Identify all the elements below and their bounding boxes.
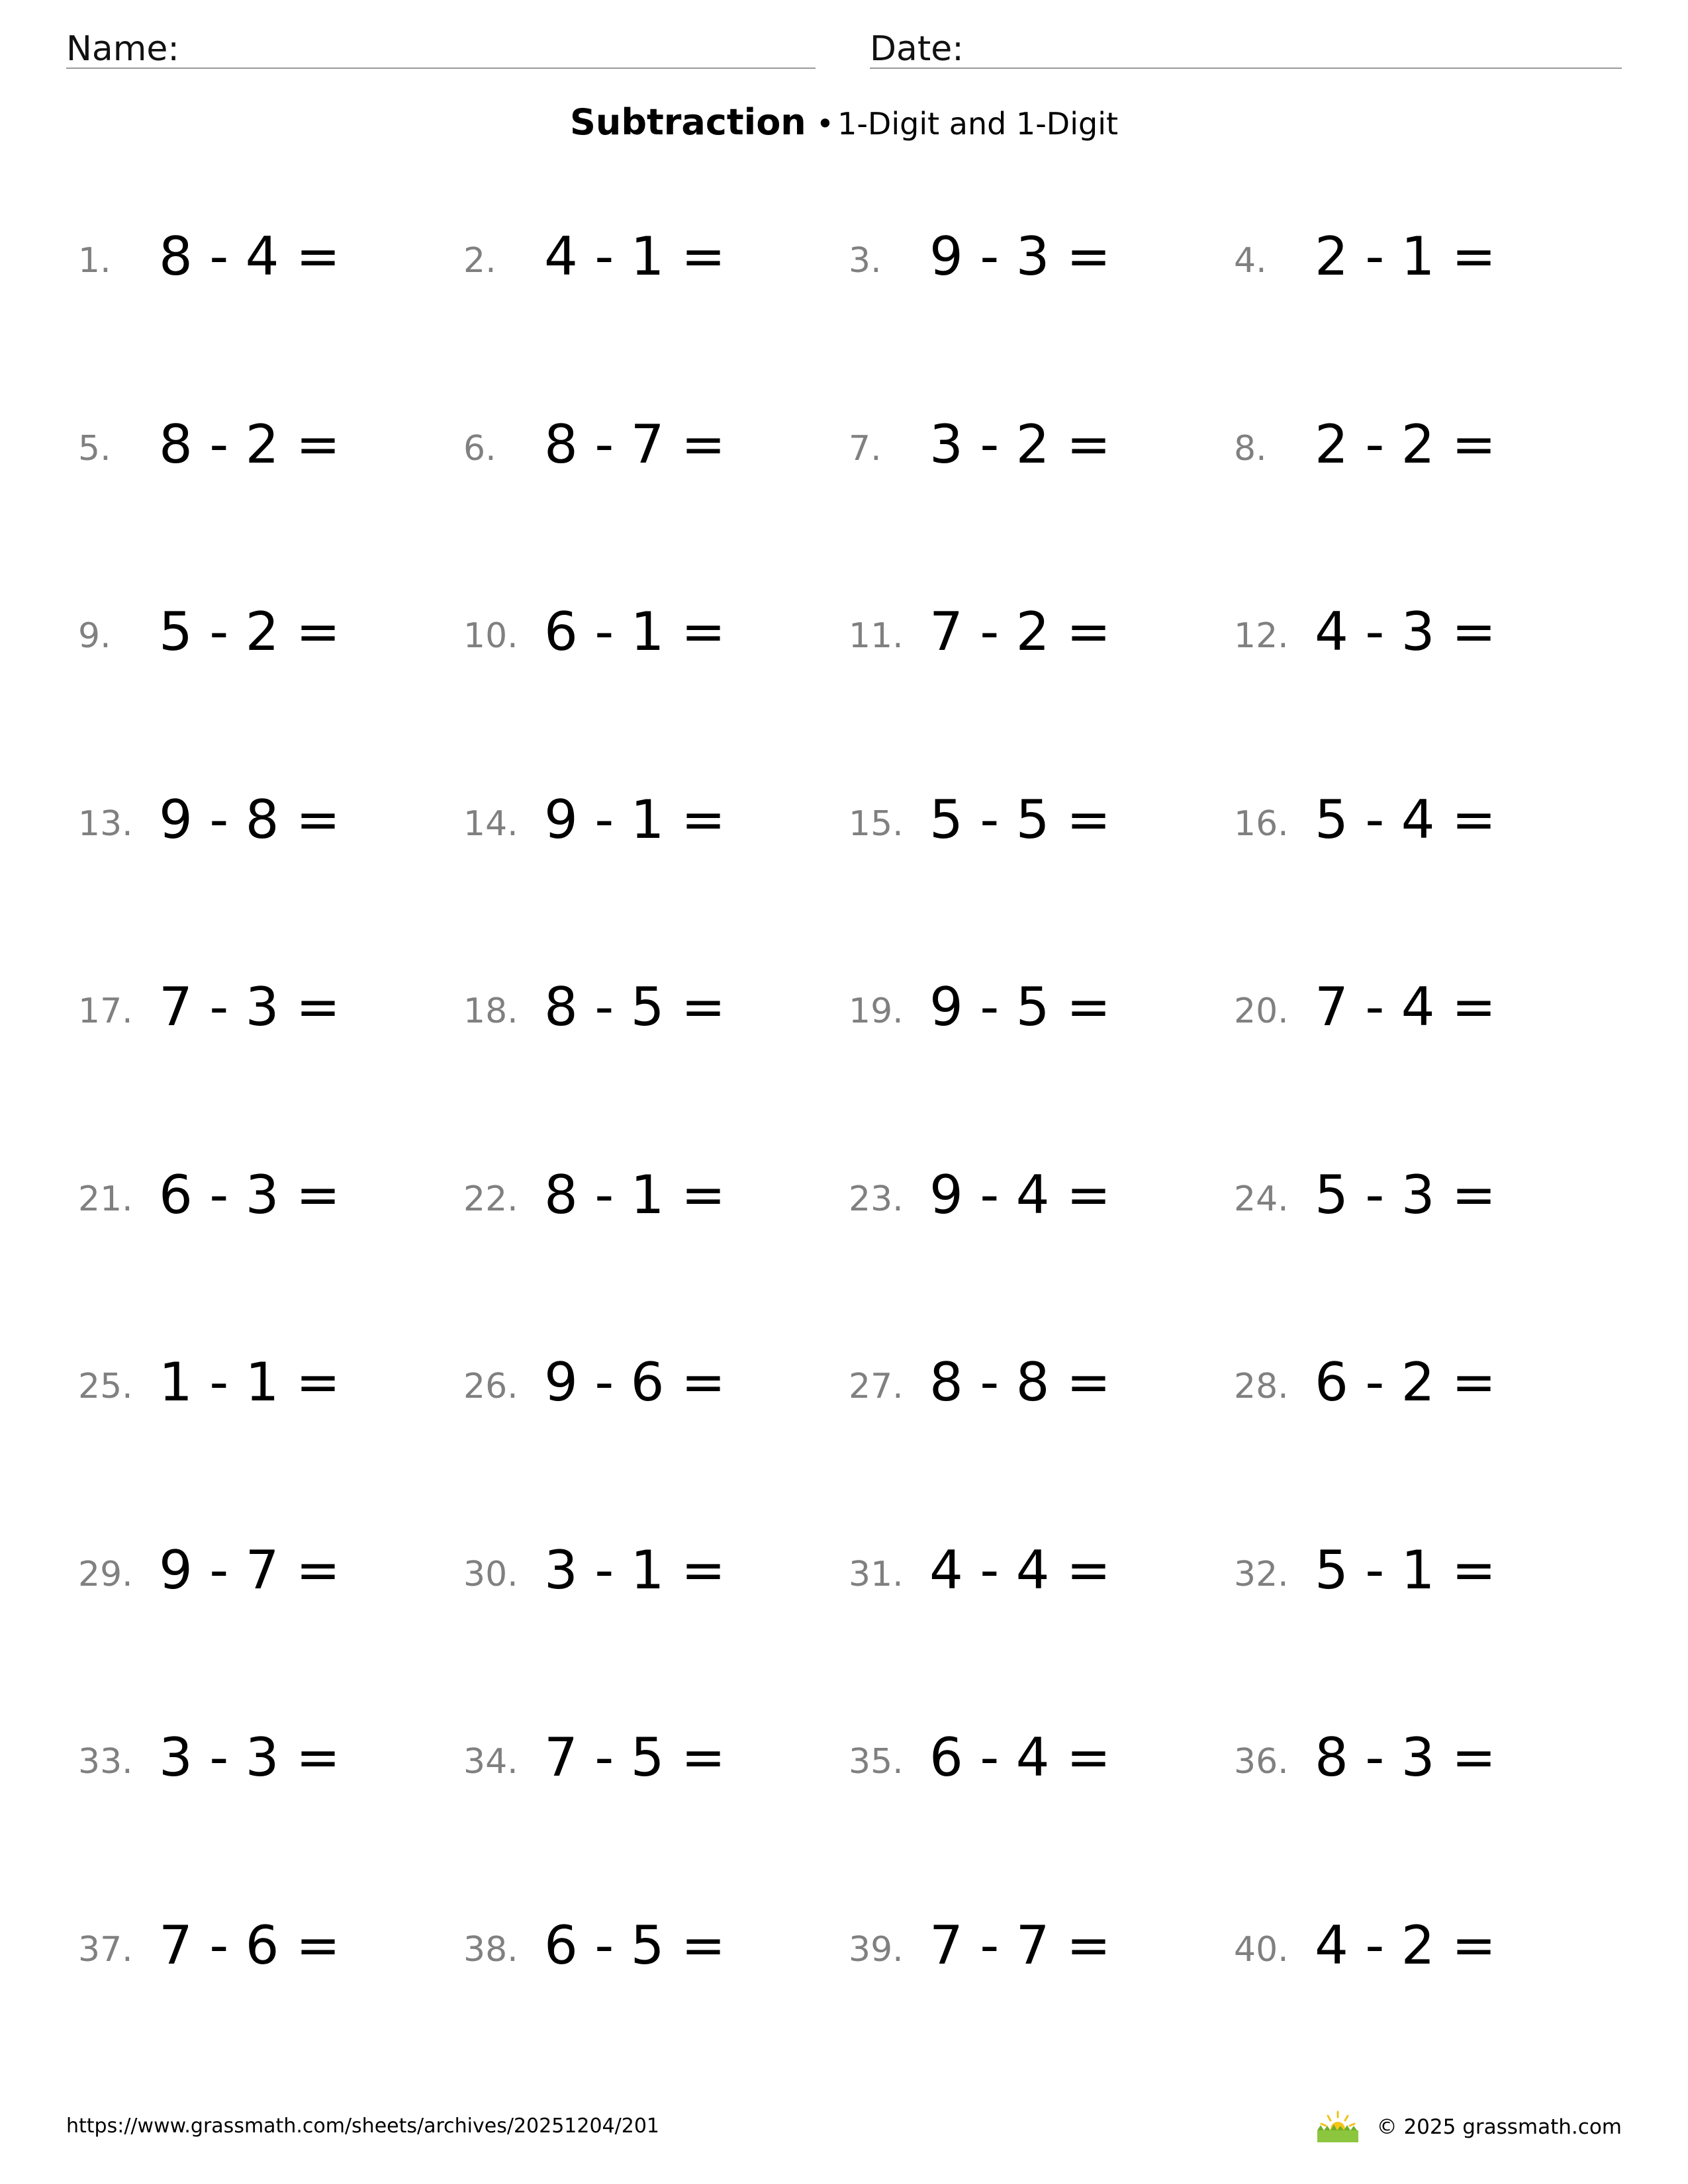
problem-expression: 8 - 4 = [159,226,340,287]
problem-item [1234,977,1605,1043]
problem-item [78,602,449,668]
problem-number: 9. [78,616,111,656]
problem-expression: 9 - 5 = [929,976,1111,1038]
problem-item [463,414,834,480]
problem-item [463,790,834,856]
problem-expression: 8 - 7 = [544,414,726,475]
name-label: Name: [66,29,179,69]
problem-expression: 8 - 3 = [1315,1727,1496,1788]
problem-number: 27. [849,1367,904,1406]
problem-number: 39. [849,1930,904,1970]
problem-expression: 7 - 4 = [1315,976,1496,1038]
problem-item [78,790,449,856]
problem-number: 40. [1234,1930,1289,1970]
problem-number: 10. [463,616,518,656]
problem-expression: 9 - 1 = [544,789,726,850]
problem-item [1234,226,1605,293]
problem-number: 28. [1234,1367,1289,1406]
problem-expression: 7 - 6 = [159,1915,340,1976]
problem-item [463,1352,834,1418]
problem-item [463,226,834,293]
problem-number: 11. [849,616,904,656]
problem-number: 31. [849,1555,904,1594]
problem-item [1234,1915,1605,1981]
title-subtitle: 1-Digit and 1-Digit [837,106,1119,142]
problem-item [1234,414,1605,480]
problem-number: 6. [463,429,496,469]
problem-expression: 8 - 8 = [929,1351,1111,1413]
problem-number: 37. [78,1930,133,1970]
problem-expression: 9 - 6 = [544,1351,726,1413]
problem-item [463,1165,834,1231]
problem-number: 33. [78,1742,133,1782]
problem-expression: 5 - 4 = [1315,789,1496,850]
problem-expression: 9 - 4 = [929,1164,1111,1226]
problem-expression: 4 - 4 = [929,1539,1111,1601]
problem-item [463,1915,834,1981]
problem-number: 25. [78,1367,133,1406]
problem-item [849,1165,1219,1231]
problem-expression: 3 - 2 = [929,414,1111,475]
problem-item [78,977,449,1043]
problem-number: 5. [78,429,111,469]
problem-expression: 9 - 3 = [929,226,1111,287]
problem-expression: 4 - 1 = [544,226,726,287]
problem-item [1234,1165,1605,1231]
problem-number: 32. [1234,1555,1289,1594]
problem-number: 3. [849,241,882,281]
problem-expression: 7 - 5 = [544,1727,726,1788]
problem-number: 38. [463,1930,518,1970]
problem-item [849,1727,1219,1794]
problem-expression: 6 - 3 = [159,1164,340,1226]
footer-branding [1315,2107,1622,2147]
problem-number: 2. [463,241,496,281]
footer-copyright: © 2025 grassmath.com [1376,2115,1622,2139]
problem-number: 19. [849,991,904,1031]
problem-number: 23. [849,1179,904,1219]
date-label: Date: [870,29,964,69]
problem-number: 36. [1234,1742,1289,1782]
problem-item [1234,790,1605,856]
problem-number: 30. [463,1555,518,1594]
problem-item [463,1727,834,1794]
problem-number: 17. [78,991,133,1031]
problem-item [463,602,834,668]
problem-expression: 6 - 1 = [544,601,726,662]
problem-number: 15. [849,804,904,844]
problem-expression: 3 - 3 = [159,1727,340,1788]
problem-expression: 5 - 5 = [929,789,1111,850]
problem-expression: 7 - 7 = [929,1915,1111,1976]
problem-number: 21. [78,1179,133,1219]
problem-expression: 8 - 2 = [159,414,340,475]
problem-expression: 3 - 1 = [544,1539,726,1601]
problem-item [849,1352,1219,1418]
problem-expression: 5 - 3 = [1315,1164,1496,1226]
problem-number: 4. [1234,241,1267,281]
problem-item [78,1915,449,1981]
problem-number: 18. [463,991,518,1031]
problem-number: 26. [463,1367,518,1406]
problem-expression: 2 - 1 = [1315,226,1496,287]
title-separator: • [816,106,834,142]
problem-number: 22. [463,1179,518,1219]
problem-item [849,1540,1219,1606]
problem-number: 1. [78,241,111,281]
problem-item [849,226,1219,293]
problem-expression: 6 - 5 = [544,1915,726,1976]
problem-item [849,1915,1219,1981]
problem-number: 7. [849,429,882,469]
problem-item [849,977,1219,1043]
problem-expression: 1 - 1 = [159,1351,340,1413]
problem-number: 8. [1234,429,1267,469]
problem-expression: 6 - 2 = [1315,1351,1496,1413]
problem-number: 29. [78,1555,133,1594]
problem-expression: 5 - 2 = [159,601,340,662]
problem-item [849,602,1219,668]
problem-expression: 9 - 7 = [159,1539,340,1601]
problem-item [78,1165,449,1231]
problem-number: 24. [1234,1179,1289,1219]
problem-number: 14. [463,804,518,844]
problem-item [1234,602,1605,668]
problem-item [78,1540,449,1606]
problem-number: 34. [463,1742,518,1782]
problem-item [1234,1352,1605,1418]
problem-item [78,1352,449,1418]
problem-expression: 2 - 2 = [1315,414,1496,475]
problem-item [78,1727,449,1794]
problem-item [1234,1727,1605,1794]
problem-number: 16. [1234,804,1289,844]
problem-expression: 6 - 4 = [929,1727,1111,1788]
footer-url[interactable]: https://www.grassmath.com/sheets/archives/20251204/201 [66,2115,660,2138]
problem-number: 35. [849,1742,904,1782]
problem-item [463,977,834,1043]
problem-expression: 4 - 2 = [1315,1915,1496,1976]
problem-expression: 8 - 1 = [544,1164,726,1226]
problem-expression: 7 - 3 = [159,976,340,1038]
problem-number: 12. [1234,616,1289,656]
problem-expression: 7 - 2 = [929,601,1111,662]
problem-item [78,414,449,480]
problem-number: 13. [78,804,133,844]
problem-item [1234,1540,1605,1606]
problem-expression: 4 - 3 = [1315,601,1496,662]
problem-item [78,226,449,293]
title-main: Subtraction [569,101,806,143]
problem-expression: 9 - 8 = [159,789,340,850]
problem-item [463,1540,834,1606]
problem-item [849,790,1219,856]
problem-item [849,414,1219,480]
problem-expression: 8 - 5 = [544,976,726,1038]
grass-sun-logo-icon [1315,2111,1361,2144]
problem-expression: 5 - 1 = [1315,1539,1496,1601]
problem-number: 20. [1234,991,1289,1031]
